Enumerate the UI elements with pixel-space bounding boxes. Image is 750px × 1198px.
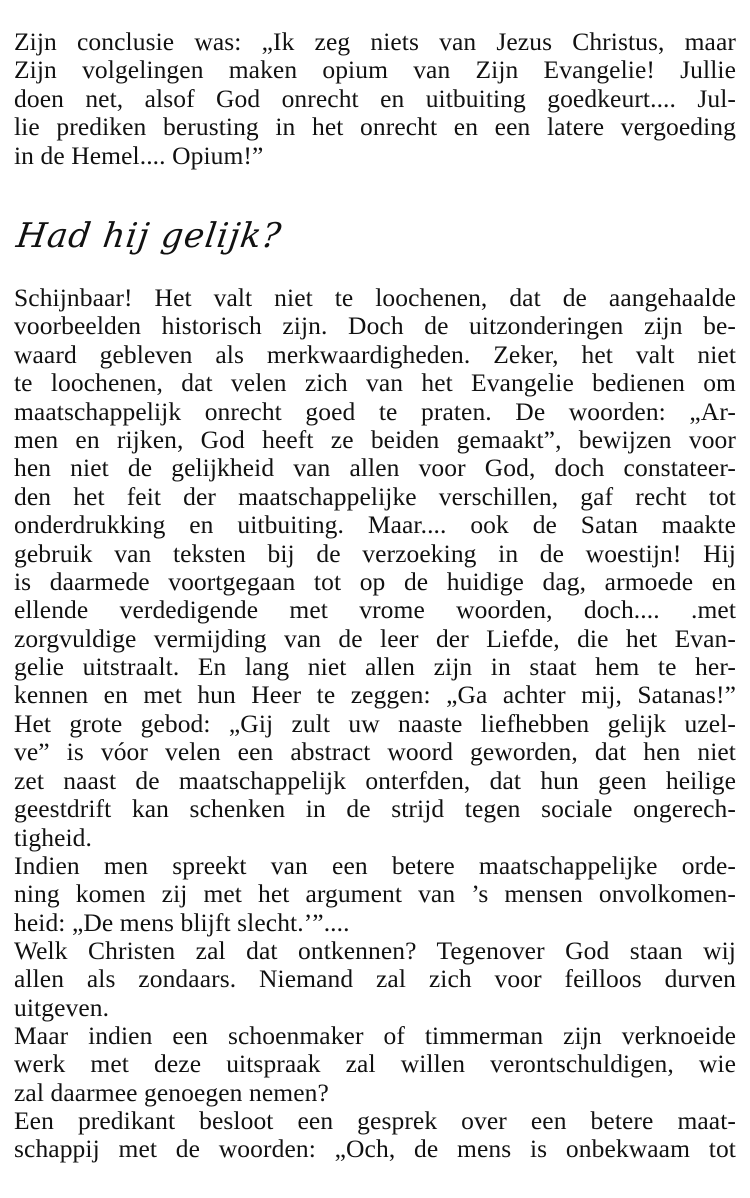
text-line: allen als zondaars. Niemand zal zich voor feilloos durven	[14, 964, 736, 994]
text-line: geestdrift kan schenken in de strijd tegen sociale ongerech-	[14, 794, 736, 824]
text-line: in de Hemel.... Opium!”	[14, 140, 264, 170]
text-line: Welk Christen zal dat ontkennen? Tegenover God staan wij	[14, 936, 736, 965]
body-paragraph	[14, 1022, 736, 1107]
text-line: ning komen zij met het argument van ’s mensen onvolkomen-	[14, 879, 736, 909]
text-line: zet naast de maatschappelijk onterfden, dat hun geen heilige	[14, 765, 736, 795]
text-line: Indien men spreekt van een betere maatschappelijke orde-	[14, 851, 736, 880]
text-line: zal daarmee genoegen nemen?	[14, 1077, 329, 1107]
text-line: onderdrukking en uitbuiting. Maar.... ook de Satan maakte	[14, 510, 736, 540]
body-paragraph	[14, 937, 736, 1022]
text-line: kennen en met hun Heer te zeggen: „Ga achter mij, Satanas!”	[14, 680, 736, 710]
body-paragraph	[14, 1107, 736, 1164]
text-line: lie prediken berusting in het onrecht en een latere vergoeding	[14, 112, 736, 142]
text-line: te loochenen, dat velen zich van het Evangelie bedienen om	[14, 368, 736, 398]
section-heading: Had hij gelijk?	[14, 216, 285, 256]
body-paragraph	[14, 710, 736, 852]
text-line: Zijn conclusie was: „Ik zeg niets van Jezus Christus, maar	[14, 27, 736, 56]
text-line: den het feit der maatschappelijke verschillen, gaf recht tot	[14, 481, 736, 511]
text-line: is daarmede voortgegaan tot op de huidige dag, armoede en	[14, 566, 736, 596]
text-line: doen net, alsof God onrecht en uitbuiting goedkeurt.... Jul-	[14, 83, 736, 113]
intro-paragraph	[14, 28, 736, 170]
text-line: hen niet de gelijkheid van allen voor God, doch constateer-	[14, 453, 736, 483]
text-line: schappij met de woorden: „Och, de mens is onbekwaam tot	[14, 1134, 736, 1164]
text-line: ellende verdedigende met vrome woorden, doch.... .met	[14, 595, 736, 625]
text-line: Een predikant besloot een gesprek over een betere maat-	[14, 1106, 736, 1135]
body-paragraph	[14, 852, 736, 937]
text-line: ve” is vóor velen een abstract woord geworden, dat hen niet	[14, 737, 736, 767]
text-line: men en rijken, God heeft ze beiden gemaakt”, bewijzen voor	[14, 424, 736, 454]
text-line: werk met deze uitspraak zal willen verontschuldigen, wie	[14, 1049, 736, 1079]
text-line: Schijnbaar! Het valt niet te loochenen, dat de aangehaalde	[14, 283, 736, 312]
text-line: Het grote gebod: „Gij zult uw naaste liefhebben gelijk uzel-	[14, 709, 736, 738]
text-line: maatschappelijk onrecht goed te praten. De woorden: „Ar-	[14, 396, 736, 426]
text-line: uitgeven.	[14, 992, 110, 1022]
text-line: voorbeelden historisch zijn. Doch de uitzonderingen zijn be-	[14, 311, 736, 341]
text-line: gebruik van teksten bij de verzoeking in de woestijn! Hij	[14, 538, 736, 568]
text-line: gelie uitstraalt. En lang niet allen zijn in staat hem te her-	[14, 652, 736, 682]
text-line: Maar indien een schoenmaker of timmerman zijn verknoeide	[14, 1021, 736, 1050]
text-line: tigheid.	[14, 822, 92, 852]
text-line: heid: „De mens blijft slecht.’”....	[14, 907, 350, 937]
text-line: waard gebleven als merkwaardigheden. Zeker, het valt niet	[14, 339, 736, 369]
text-line: zorgvuldige vermijding van de leer der Liefde, die het Evan-	[14, 623, 736, 653]
body-paragraph	[14, 284, 736, 710]
text-line: Zijn volgelingen maken opium van Zijn Evangelie! Jullie	[14, 55, 736, 85]
